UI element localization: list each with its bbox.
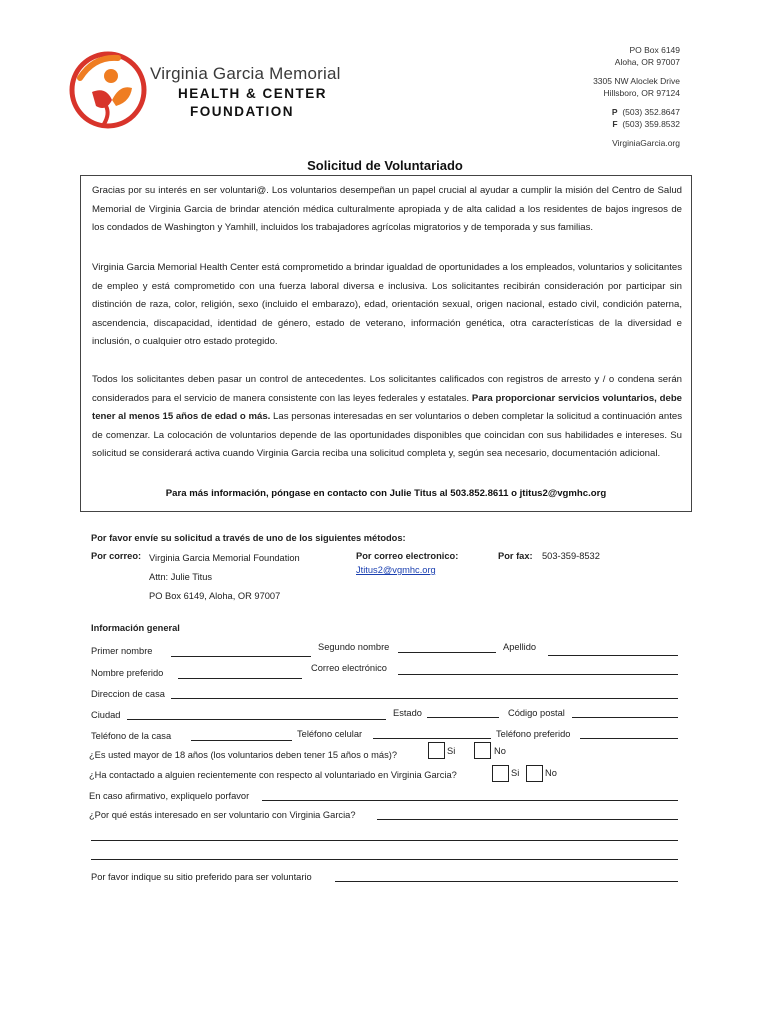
logo-icon — [66, 48, 150, 132]
last-name-label: Apellido — [503, 642, 537, 652]
age-yes-label: Si — [447, 746, 456, 756]
email-field[interactable] — [398, 674, 678, 675]
state-field[interactable] — [427, 717, 499, 718]
city-label: Ciudad — [91, 710, 121, 720]
fax-label: Por fax: — [498, 551, 533, 561]
home-phone-field[interactable] — [191, 740, 292, 741]
last-name-field[interactable] — [548, 655, 678, 656]
home-address-label: Direccion de casa — [91, 689, 165, 699]
explain-field[interactable] — [262, 800, 678, 801]
city-field[interactable] — [127, 719, 386, 720]
zip-label: Código postal — [508, 708, 565, 718]
preferred-name-label: Nombre preferido — [91, 668, 164, 678]
preferred-site-field[interactable] — [335, 881, 678, 882]
email-field-label: Correo electrónico — [311, 663, 387, 673]
logo-text-name: Virginia Garcia Memorial — [150, 64, 341, 83]
why-question: ¿Por qué estás interesado en ser voluntario con Virginia Garcia? — [89, 810, 356, 820]
mail-address-line: Attn: Julie Titus — [149, 572, 213, 582]
age-no-label: No — [494, 746, 506, 756]
why-field-line-3[interactable] — [91, 859, 678, 860]
mail-address-line: PO Box 6149, Aloha, OR 97007 — [149, 591, 281, 601]
address-line: Hillsboro, OR 97124 — [603, 87, 680, 98]
address-line: 3305 NW Aloclek Drive — [593, 76, 680, 86]
middle-name-label: Segundo nombre — [318, 642, 390, 652]
contact-yes-checkbox[interactable] — [492, 765, 509, 782]
address-line: PO Box 6149 — [629, 45, 680, 55]
preferred-site-label: Por favor indique su sitio preferido para ser voluntario — [91, 872, 312, 882]
age-no-checkbox[interactable] — [474, 742, 491, 759]
home-phone-label: Teléfono de la casa — [91, 731, 172, 741]
contact-no-label: No — [545, 768, 557, 778]
contact-line: Para más información, póngase en contacto con Julie Titus al 503.852.8611 o jtitus2@vgmhc.org — [165, 488, 607, 499]
contact-no-checkbox[interactable] — [526, 765, 543, 782]
email-label: Por correo electronico: — [356, 551, 459, 561]
zip-field[interactable] — [572, 717, 678, 718]
preferred-name-field[interactable] — [178, 678, 302, 679]
explain-label: En caso afirmativo, expliquelo porfavor — [89, 791, 250, 801]
cell-phone-label: Teléfono celular — [297, 729, 363, 739]
home-address-field[interactable] — [171, 698, 678, 699]
preferred-phone-field[interactable] — [580, 738, 678, 739]
first-name-field[interactable] — [171, 656, 311, 657]
address-line: Aloha, OR 97007 — [614, 56, 680, 67]
submit-heading: Por favor envíe su solicitud a través de uno de los siguientes métodos: — [91, 533, 406, 543]
mail-label: Por correo: — [91, 551, 142, 561]
preferred-phone-label: Teléfono preferido — [496, 729, 571, 739]
section-heading: Información general — [91, 623, 180, 633]
intro-paragraph-1: Gracias por su interés en ser voluntari@. Los voluntarios desempeñan un papel crucial al ayudar a cumplir la misión del Centro de Salud Memorial de Virginia Garcia de brindar atención médica culturalmente apropiada y de alta calidad a los residentes de bajos ingresos de los condados de Washington y Yamhill, incluidos los trabajadores agrícolas migratorios y de temporada y sus familias. — [92, 185, 682, 234]
fax-number: 503-359-8532 — [542, 551, 600, 561]
logo-text-foundation: FOUNDATION — [190, 104, 294, 119]
fax-line: F (503) 359.8532 — [612, 118, 680, 129]
intro-paragraph-3: Todos los solicitantes deben pasar un control de antecedentes. Los solicitantes calificados con registros de arresto y / o condena serán considerados para el servicio de manera consistente con las leyes federales y estatales. Para proporcionar servicios voluntarios, debe tener al menos 15 años de edad o más. Las personas interesadas en ser voluntarios o deben completar la solicitud a continuación antes de comenzar. La colocación de voluntarios depende de las oportunidades disponibles que coincidan con sus habilidades e intereses. Su solicitud se considerará activa cuando Virginia Garcia reciba una solicitud completa y, según sea necesario, documentación adicional. — [92, 374, 683, 460]
contact-question: ¿Ha contactado a alguien recientemente con respecto al voluntariado en Virginia Garcia? — [89, 770, 457, 780]
logo-text-health-center: HEALTH & CENTER — [178, 86, 327, 101]
age-question: ¿Es usted mayor de 18 años (los voluntarios deben tener 15 años o más)? — [89, 750, 398, 760]
age-yes-checkbox[interactable] — [428, 742, 445, 759]
middle-name-field[interactable] — [398, 652, 496, 653]
first-name-label: Primer nombre — [91, 646, 153, 656]
logo — [66, 48, 150, 132]
contact-yes-label: Si — [511, 768, 520, 778]
state-label: Estado — [393, 708, 422, 718]
page-title: Solicitud de Voluntariado — [307, 158, 463, 173]
why-field[interactable] — [377, 819, 678, 820]
address-block — [593, 45, 680, 150]
email-link[interactable]: Jtitus2@vgmhc.org — [356, 565, 436, 575]
cell-phone-field[interactable] — [373, 738, 491, 739]
phone-line: P (503) 352.8647 — [611, 107, 680, 117]
intro-paragraph-2: Virginia Garcia Memorial Health Center está comprometido a brindar igualdad de oportunidades a los empleados, voluntarios y solicitantes de empleo y está comprometido con una fuerza laboral diversa e inclusiva. Los solicitantes recibirán consideración por participar sin distinción de raza, color, religión, sexo (incluido el embarazo), edad, orientación sexual, origen nacional, estado civil, condición paterna, ascendencia, discapacidad, identidad de género, estado de veterano, información genética, otra características de la diversidad e inclusión, o cualquier otro estado protegido. — [92, 262, 682, 348]
why-field-line-2[interactable] — [91, 840, 678, 841]
website: VirginiaGarcia.org — [612, 138, 680, 148]
mail-address-line: Virginia Garcia Memorial Foundation — [149, 553, 300, 563]
